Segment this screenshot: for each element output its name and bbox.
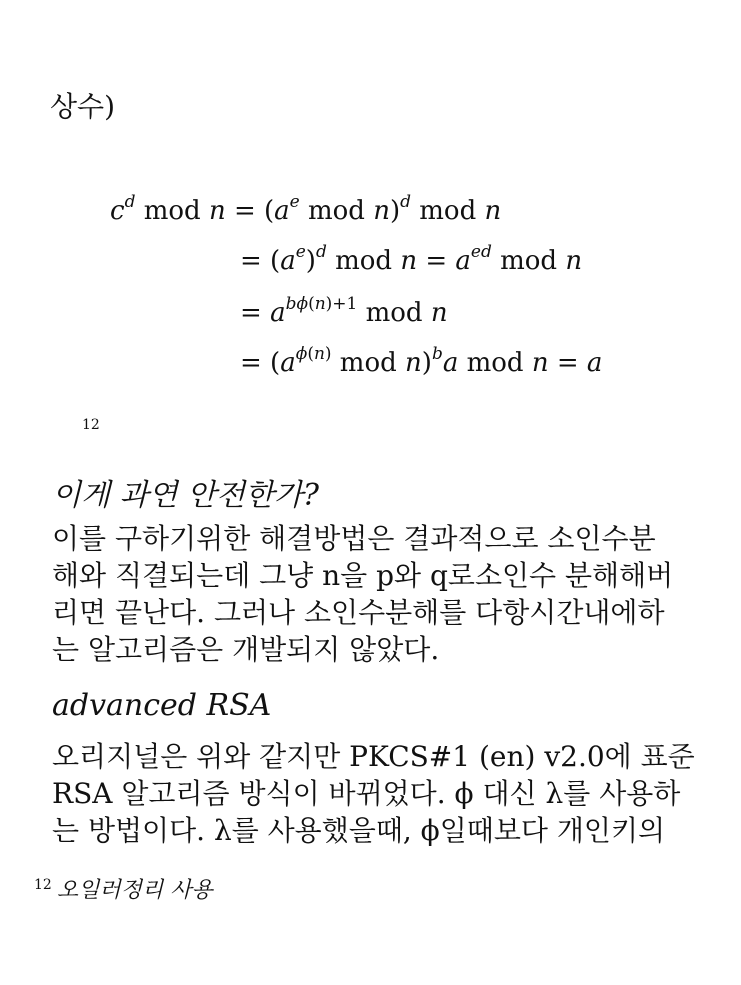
paragraph-line: 리면 끝난다. 그러나 소인수분해를 다항시간내에하 [52, 596, 665, 629]
equation-line-4: = ($a^{\phi(n)}$ mod n)$^b$a mod n = a [240, 344, 603, 378]
section-heading-advanced-rsa: advanced RSA [52, 688, 272, 723]
footnote-text: 오일러정리 사용 [56, 878, 213, 903]
equation-line-2: = $(a^e)^d$ mod $n = a^{ed}$ mod n [240, 242, 583, 276]
equation-footnote-mark: 12 [82, 417, 100, 433]
footnote [34, 873, 213, 904]
paragraph-line: 오리지널은 위와 같지만 PKCS#1 (en) v2.0에 표준 [52, 740, 695, 773]
paragraph-line: 해와 직결되는데 그냥 n을 p와 q로소인수 분해해버 [52, 559, 674, 592]
top-fragment: 상수) [50, 90, 116, 123]
paragraph-line: 는 알고리즘은 개발되지 않았다. [52, 633, 440, 666]
section-heading-security: 이게 과연 안전한가? [52, 478, 319, 513]
equation-line-3: = $a^{b\phi(n)+1}$ mod n [240, 294, 448, 328]
section-advanced-rsa-paragraph [52, 738, 712, 849]
paragraph-line: RSA 알고리즘 방식이 바뀌었다. ϕ 대신 λ를 사용하 [52, 777, 681, 810]
section-security-paragraph [52, 520, 712, 668]
paragraph-line: 는 방법이다. λ를 사용했을때, ϕ일때보다 개인키의 [52, 814, 666, 847]
equation-line-1: $c^d$ mod $n = (a^e$ mod n)$^d$ mod n [110, 192, 502, 226]
footnote-number: 12 [34, 877, 52, 893]
paragraph-line: 이를 구하기위한 해결방법은 결과적으로 소인수분 [52, 522, 656, 555]
